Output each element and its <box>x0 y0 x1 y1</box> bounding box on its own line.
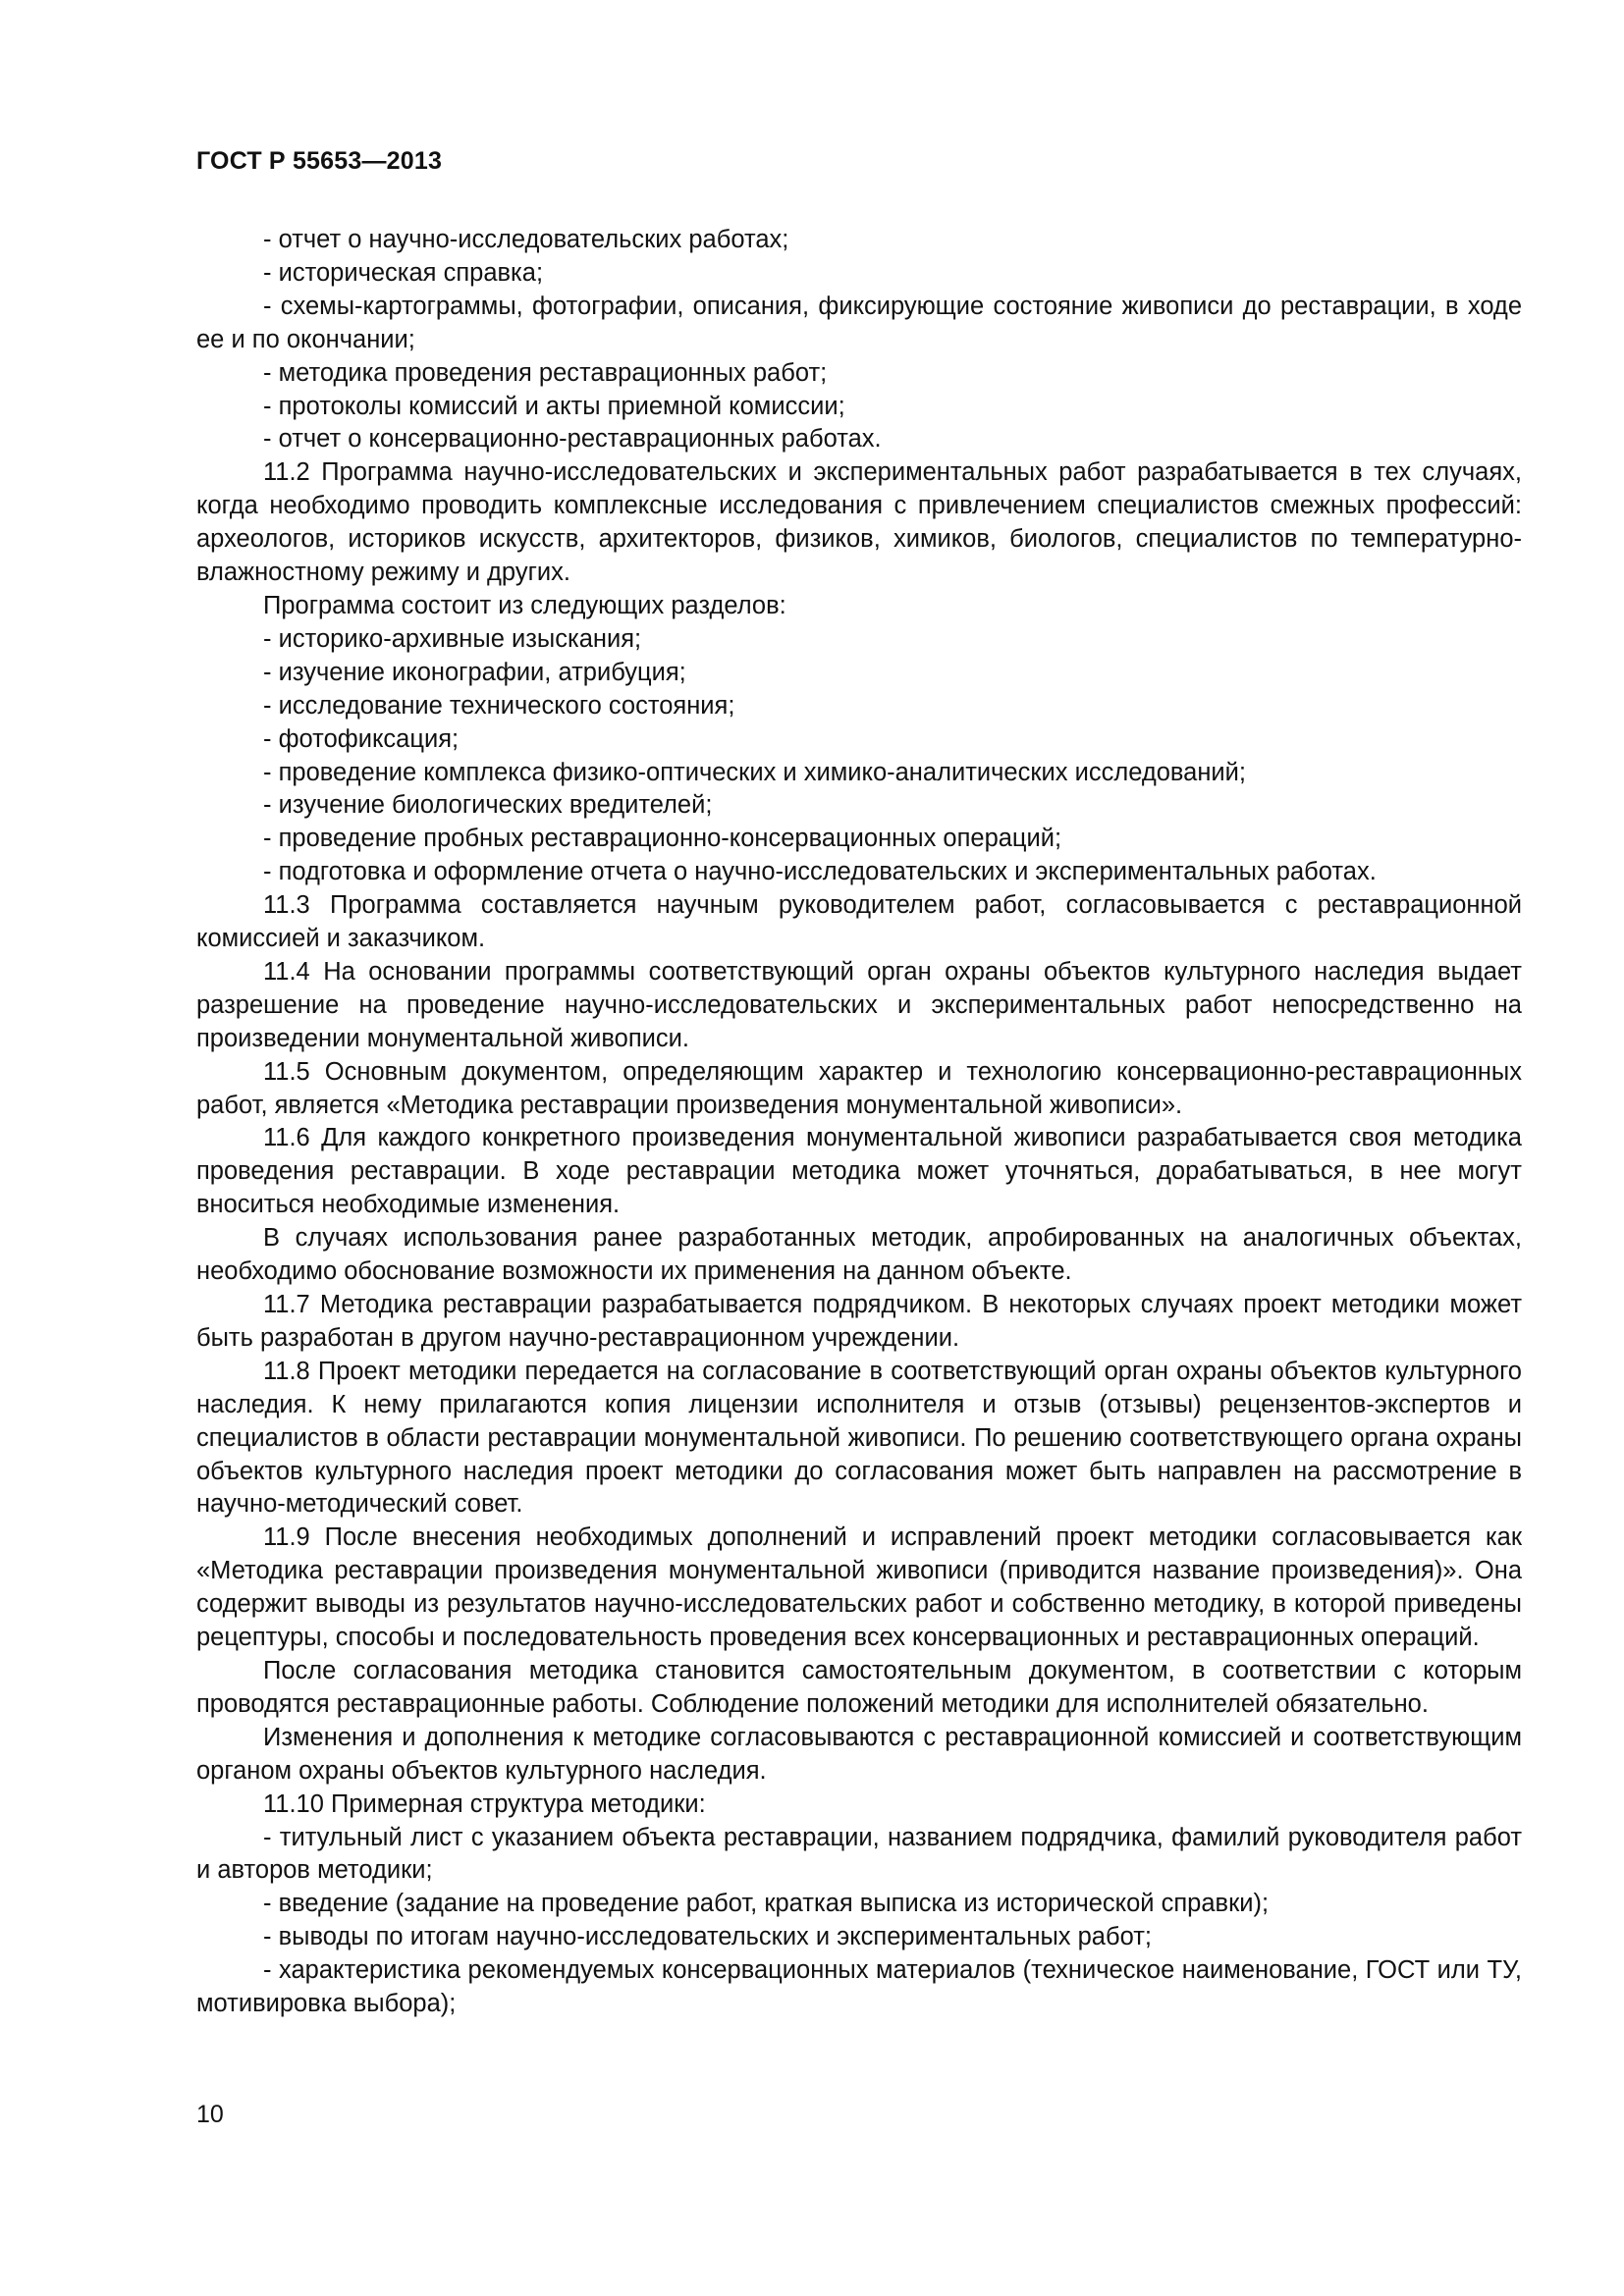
paragraph: - исследование технического состояния; <box>263 691 735 720</box>
paragraph: - фотофиксация; <box>263 724 460 753</box>
paragraph: - историко-архивные изыскания; <box>263 624 642 653</box>
paragraph: - отчет о консервационно-реставрационных работах. <box>263 425 882 454</box>
document-code-header: ГОСТ Р 55653—2013 <box>196 147 443 175</box>
paragraph: - титульный лист с указанием объекта реставрации, названием подрядчика, фамилий руководителя работ и авторов методики; <box>196 1823 1522 1885</box>
paragraph: - проведение пробных реставрационно-консервационных операций; <box>263 825 1062 853</box>
paragraph: 11.6 Для каждого конкретного произведения монументальной живописи разрабатывается своя методика проведения реставрации. В ходе реставрации методика может уточняться, дорабатываться, в нее могут вноситься необходимые изменения. <box>196 1124 1522 1219</box>
document-page <box>196 0 1522 2296</box>
paragraph: 11.5 Основным документом, определяющим характер и технологию консервационно-реставрационных работ, является «Методика реставрации произведения монументальной живописи». <box>196 1057 1522 1119</box>
paragraph: 11.7 Методика реставрации разрабатывается подрядчиком. В некоторых случаях проект методики может быть разработан в другом научно-реставрационном учреждении. <box>196 1291 1522 1352</box>
paragraph: Программа состоит из следующих разделов: <box>263 591 786 619</box>
paragraph: В случаях использования ранее разработанных методик, апробированных на аналогичных объектах, необходимо обоснование возможности их применения на данном объекте. <box>196 1224 1522 1286</box>
paragraph: - подготовка и оформление отчета о научно-исследовательских и экспериментальных работах. <box>263 858 1377 886</box>
paragraph: - выводы по итогам научно-исследовательских и экспериментальных работ; <box>263 1923 1152 1951</box>
paragraph: - схемы-картограммы, фотографии, описания, фиксирующие состояние живописи до реставрации, в ходе ее и по окончании; <box>196 292 1522 353</box>
paragraph: - методика проведения реставрационных работ; <box>263 358 828 387</box>
paragraph: - историческая справка; <box>263 258 544 287</box>
paragraph: 11.8 Проект методики передается на согласование в соответствующий орган охраны объектов культурного наследия. К нему прилагаются копия лицензии исполнителя и отзыв (отзывы) рецензентов-экспертов и специалистов в области реставрации монументальной живописи. По решению соответствующего органа охраны объектов культурного наследия проект методики до согласования может быть направлен на рассмотрение в научно-методический совет. <box>196 1357 1522 1519</box>
paragraph: - изучение иконографии, атрибуция; <box>263 658 686 686</box>
paragraph: - проведение комплекса физико-оптических и химико-аналитических исследований; <box>263 758 1246 786</box>
paragraph: - отчет о научно-исследовательских работах; <box>263 226 789 253</box>
paragraph: После согласования методика становится самостоятельным документом, в соответствии с которым проводятся реставрационные работы. Соблюдение положений методики для исполнителей обязательно. <box>196 1656 1522 1718</box>
paragraph: 11.9 После внесения необходимых дополнений и исправлений проект методики согласовывается как «Методика реставрации произведения монументальной живописи (приводится название произведения)». Она содержит выводы из результатов научно-исследовательских работ и собственно методику, в которой приведены рецептуры, способы и последовательность проведения всех консервационных и реставрационных операций. <box>196 1523 1522 1652</box>
body-text <box>196 224 1522 2021</box>
paragraph: 11.4 На основании программы соответствующий орган охраны объектов культурного наследия выдает разрешение на проведение научно-исследовательских и экспериментальных работ непосредственно на произведении монументальной живописи. <box>196 957 1522 1052</box>
page-number: 10 <box>196 2101 224 2128</box>
paragraph: - протоколы комиссий и акты приемной комиссии; <box>263 392 845 420</box>
paragraph: - характеристика рекомендуемых консервационных материалов (техническое наименование, ГОСТ или ТУ, мотивировка выбора); <box>196 1956 1522 2018</box>
paragraph: 11.10 Примерная структура методики: <box>263 1789 706 1818</box>
paragraph: Изменения и дополнения к методике согласовываются с реставрационной комиссией и соответствующим органом охраны объектов культурного наследия. <box>196 1723 1522 1785</box>
paragraph: - изучение биологических вредителей; <box>263 791 713 820</box>
paragraph: - введение (задание на проведение работ, краткая выписка из исторической справки); <box>263 1890 1270 1918</box>
paragraph: 11.3 Программа составляется научным руководителем работ, согласовывается с реставрационной комиссией и заказчиком. <box>196 891 1522 953</box>
paragraph: 11.2 Программа научно-исследовательских и экспериментальных работ разрабатывается в тех случаях, когда необходимо проводить комплексные исследования с привлечением специалистов смежных профессий: археологов, историков искусств, архитекторов, физиков, химиков, биологов, специалистов по температурно-влажностному режиму и других. <box>196 458 1522 587</box>
